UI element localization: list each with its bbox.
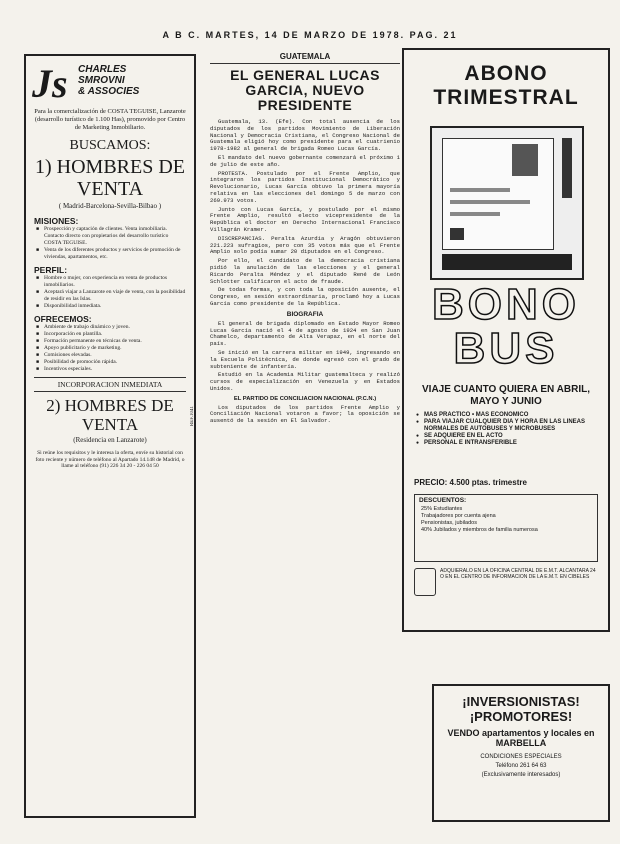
article-paragraph: De todas formas, y con toda la oposición ausente, el Congreso, en sesión extraordinaria, proclamó hoy a Lucas García como presidente de la República. — [210, 286, 400, 307]
benefit-item: ● MAS PRACTICO • MAS ECONOMICO — [424, 412, 598, 419]
biografia-heading: BIOGRAFIA — [286, 310, 324, 318]
bus-ticket-illustration — [430, 126, 584, 280]
perfil-item: ■ Disponibilidad inmediata. — [44, 303, 186, 310]
bio-paragraph: Se inició en la carrera militar en 1949, ingresando en la Escuela Politécnica, de donde egresó con el grado de subteniente de infantería. — [210, 348, 400, 370]
partido-heading: EL PARTIDO DE CONCILIACION NACIONAL (P.C.N.) — [233, 395, 377, 402]
price-line: PRECIO: 4.500 ptas. trimestre — [414, 478, 527, 487]
bio-paragraph: El general de brigada diplomado en Estado Mayor Romeo Lucas García nació el 4 de agosto de 1924 en San Juan Chamelco, departamento de Alta Verapaz, en el norte del país. — [210, 319, 400, 348]
ofrecemos-item: ■ Apoyo publicitario y de marketing. — [44, 345, 186, 352]
page-header: A B C. MARTES, 14 DE MARZO DE 1978. PAG. 21 — [162, 30, 458, 40]
article-paragraph: PROTESTA. Postulado por el Frente Amplio, que integraron los partidos Institucional Democrático y Revolucionario, Lucas García obtuvo la primera mayoría relativa en las elecciones del domingo 5 de marzo con 269.973 votos. — [210, 169, 400, 204]
descuento-item: Trabajadores por cuenta ajena — [421, 513, 496, 519]
article-tag: GUATEMALA — [279, 52, 331, 61]
abono-title: ABONO — [464, 62, 548, 85]
hombres-venta-1: 1) HOMBRES DE VENTA — [34, 156, 185, 200]
viaje-slogan: VIAJE CUANTO QUIERA EN ABRIL, MAYO Y JUNIO — [422, 384, 590, 407]
ofrecemos-heading: OFRECEMOS: — [34, 314, 92, 324]
residencia-line: (Residencia en Lanzarote) — [73, 436, 147, 444]
descuento-item: 25% Estudiantes — [421, 506, 463, 512]
news-article — [210, 52, 400, 844]
article-paragraph: Por ello, el candidato de la democracia cristiana pidió la anulación de las elecciones y el general Ricardo Peralta Méndez y el diputado René de León Schlotter calificaron el acto de fraude. — [210, 257, 400, 285]
inversionistas-heading: ¡INVERSIONISTAS! — [462, 694, 580, 709]
bio-paragraph: Estudió en la Academia Militar guatemalteca y realizó cursos de especialización en Venezuela y en Estados Unidos. — [210, 371, 400, 392]
article-paragraph: Guatemala, 13. (Efe). Con total ausencia de los diputados de los partidos Movimiento de Liberación Nacional y Democracia Cristiana, el Congreso Nacional de Guatemala eligió hoy como presidente para el cuatrienio 1978-1982 al general de brigada Romeo Lucas García. — [210, 118, 400, 153]
bono-text: BONO — [432, 280, 580, 329]
inversionistas-ad — [432, 684, 610, 822]
intro-text: Para la comercialización de COSTA TEGUISE, Lanzarote (desarrollo turístico de 1.100 Has), promovido por Centro de Marketing Inmobiliario. — [34, 108, 186, 131]
mision-item: ■ Prospección y captación de clientes. Venta inmobiliaria. Contacto directo con propietarios del desarrollo turístico COSTA TEGUISE. — [44, 226, 186, 247]
ofrecemos-item: ■ Ambiente de trabajo dinámico y joven. — [44, 324, 186, 331]
perfil-item: ■ Hombre o mujer, con experiencia en venta de productos inmobiliarios. — [44, 275, 186, 289]
ofrecemos-item: ■ Posibilidad de promoción rápida. — [44, 359, 186, 366]
emt-logo — [414, 568, 436, 596]
misiones-heading: MISIONES: — [34, 216, 79, 226]
descuentos-heading: DESCUENTOS: — [419, 497, 467, 504]
logo-mark: Js — [32, 61, 68, 106]
perfil-item: ■ Aceptará viajar a Lanzarote en viaje de venta, con la posibilidad de residir en las Islas. — [44, 289, 186, 303]
descuento-item: Pensionistas, jubilados — [421, 520, 477, 526]
condiciones-line: CONDICIONES ESPECIALES — [480, 754, 562, 760]
photo-icon — [512, 144, 538, 176]
perfil-heading: PERFIL: — [34, 265, 68, 275]
exclusivamente-line: (Exclusivamente interesados) — [481, 772, 561, 778]
article-paragraph: El mandato del nuevo gobernante comenzará el próximo 1 de julio de este año. — [210, 153, 400, 168]
partido-paragraph: Los diputados de los partidos Frente Amplio y Conciliación Nacional votaron a favor; la oposición se ausentó de la sesión en El Salvador. — [210, 403, 400, 425]
left-advertisement — [18, 54, 204, 844]
promotores-heading: ¡PROMOTORES! — [469, 709, 573, 724]
acquire-info: ADQUIERALO EN LA OFICINA CENTRAL DE E.M.T. ALCANTARA 24 O EN EL CENTRO DE INFORMACION DE LA E.M.T. EN CIBELES — [440, 568, 596, 580]
article-paragraph: Junto con Lucas García, y postulado por el mismo Frente Amplio, resultó electo vicepresidente de la República el doctor en Derecho Internacional Francisco Villagrán Kramer. — [210, 205, 400, 233]
ofrecemos-item: ■ Incorporación en plantilla. — [44, 331, 186, 338]
ofrecemos-item: ■ Formación permanente en técnicas de venta. — [44, 338, 186, 345]
buscamos-heading: BUSCAMOS: — [69, 138, 151, 153]
bono-bus-ad — [402, 48, 610, 632]
descuentos-box — [414, 494, 598, 562]
closing-text: Si reúne los requisitos y le interesa la oferta, envíe su historial con foto reciente y número de teléfono al Apartado 14.148 de Madrid, o llame al teléfono (91) 226 34 20 - 226 04 50 — [35, 450, 185, 469]
descuento-item: 40% Jubilados y miembros de familia numerosa — [421, 527, 538, 533]
telefono-line: Teléfono 261 64 63 — [495, 763, 547, 769]
cities-line: ( Madrid-Barcelona-Sevilla-Bilbao ) — [58, 202, 162, 210]
right-advertisement — [402, 48, 610, 844]
benefit-item: ● PERSONAL E INTRANSFERIBLE — [424, 440, 598, 447]
reference-code: REF.1041 — [190, 406, 195, 427]
hombres-venta-2: 2) HOMBRES DE VENTA — [46, 396, 174, 434]
incorporacion-heading: INCORPORACION INMEDIATA — [57, 380, 163, 389]
article-paragraph: DISCREPANCIAS. Peralta Azurdia y Aragón obtuvieron 221.223 sufragios, pero con 35 votos más que el Frente Amplio solo podía sumar 20 diputados en el Congreso. — [210, 234, 400, 256]
company-logo: CHARLES SMROVNI & ASSOCIES — [78, 64, 140, 97]
mision-item: ■ Venta de los diferentes productos y servicios de promoción de viviendas, apartamentos, etc. — [44, 247, 186, 261]
article-title: EL GENERAL LUCAS GARCIA, NUEVO PRESIDENTE — [230, 67, 380, 113]
ofrecemos-item: ■ Comisiones elevadas. — [44, 352, 186, 359]
benefit-item: ● SE ADQUIERE EN EL ACTO — [424, 433, 598, 440]
trimestral-title: TRIMESTRAL — [433, 86, 579, 109]
vendo-line: VENDO apartamentos y locales en MARBELLA — [447, 728, 595, 748]
ofrecemos-item: ■ Incentivos especiales. — [44, 366, 186, 373]
benefit-item: ● PARA VIAJAR CUALQUIER DIA Y HORA EN LAS LINEAS NORMALES DE AUTOBUSES Y MICROBUSES — [424, 419, 598, 433]
bus-text: BUS — [453, 324, 559, 373]
left-ad-border — [24, 54, 196, 818]
